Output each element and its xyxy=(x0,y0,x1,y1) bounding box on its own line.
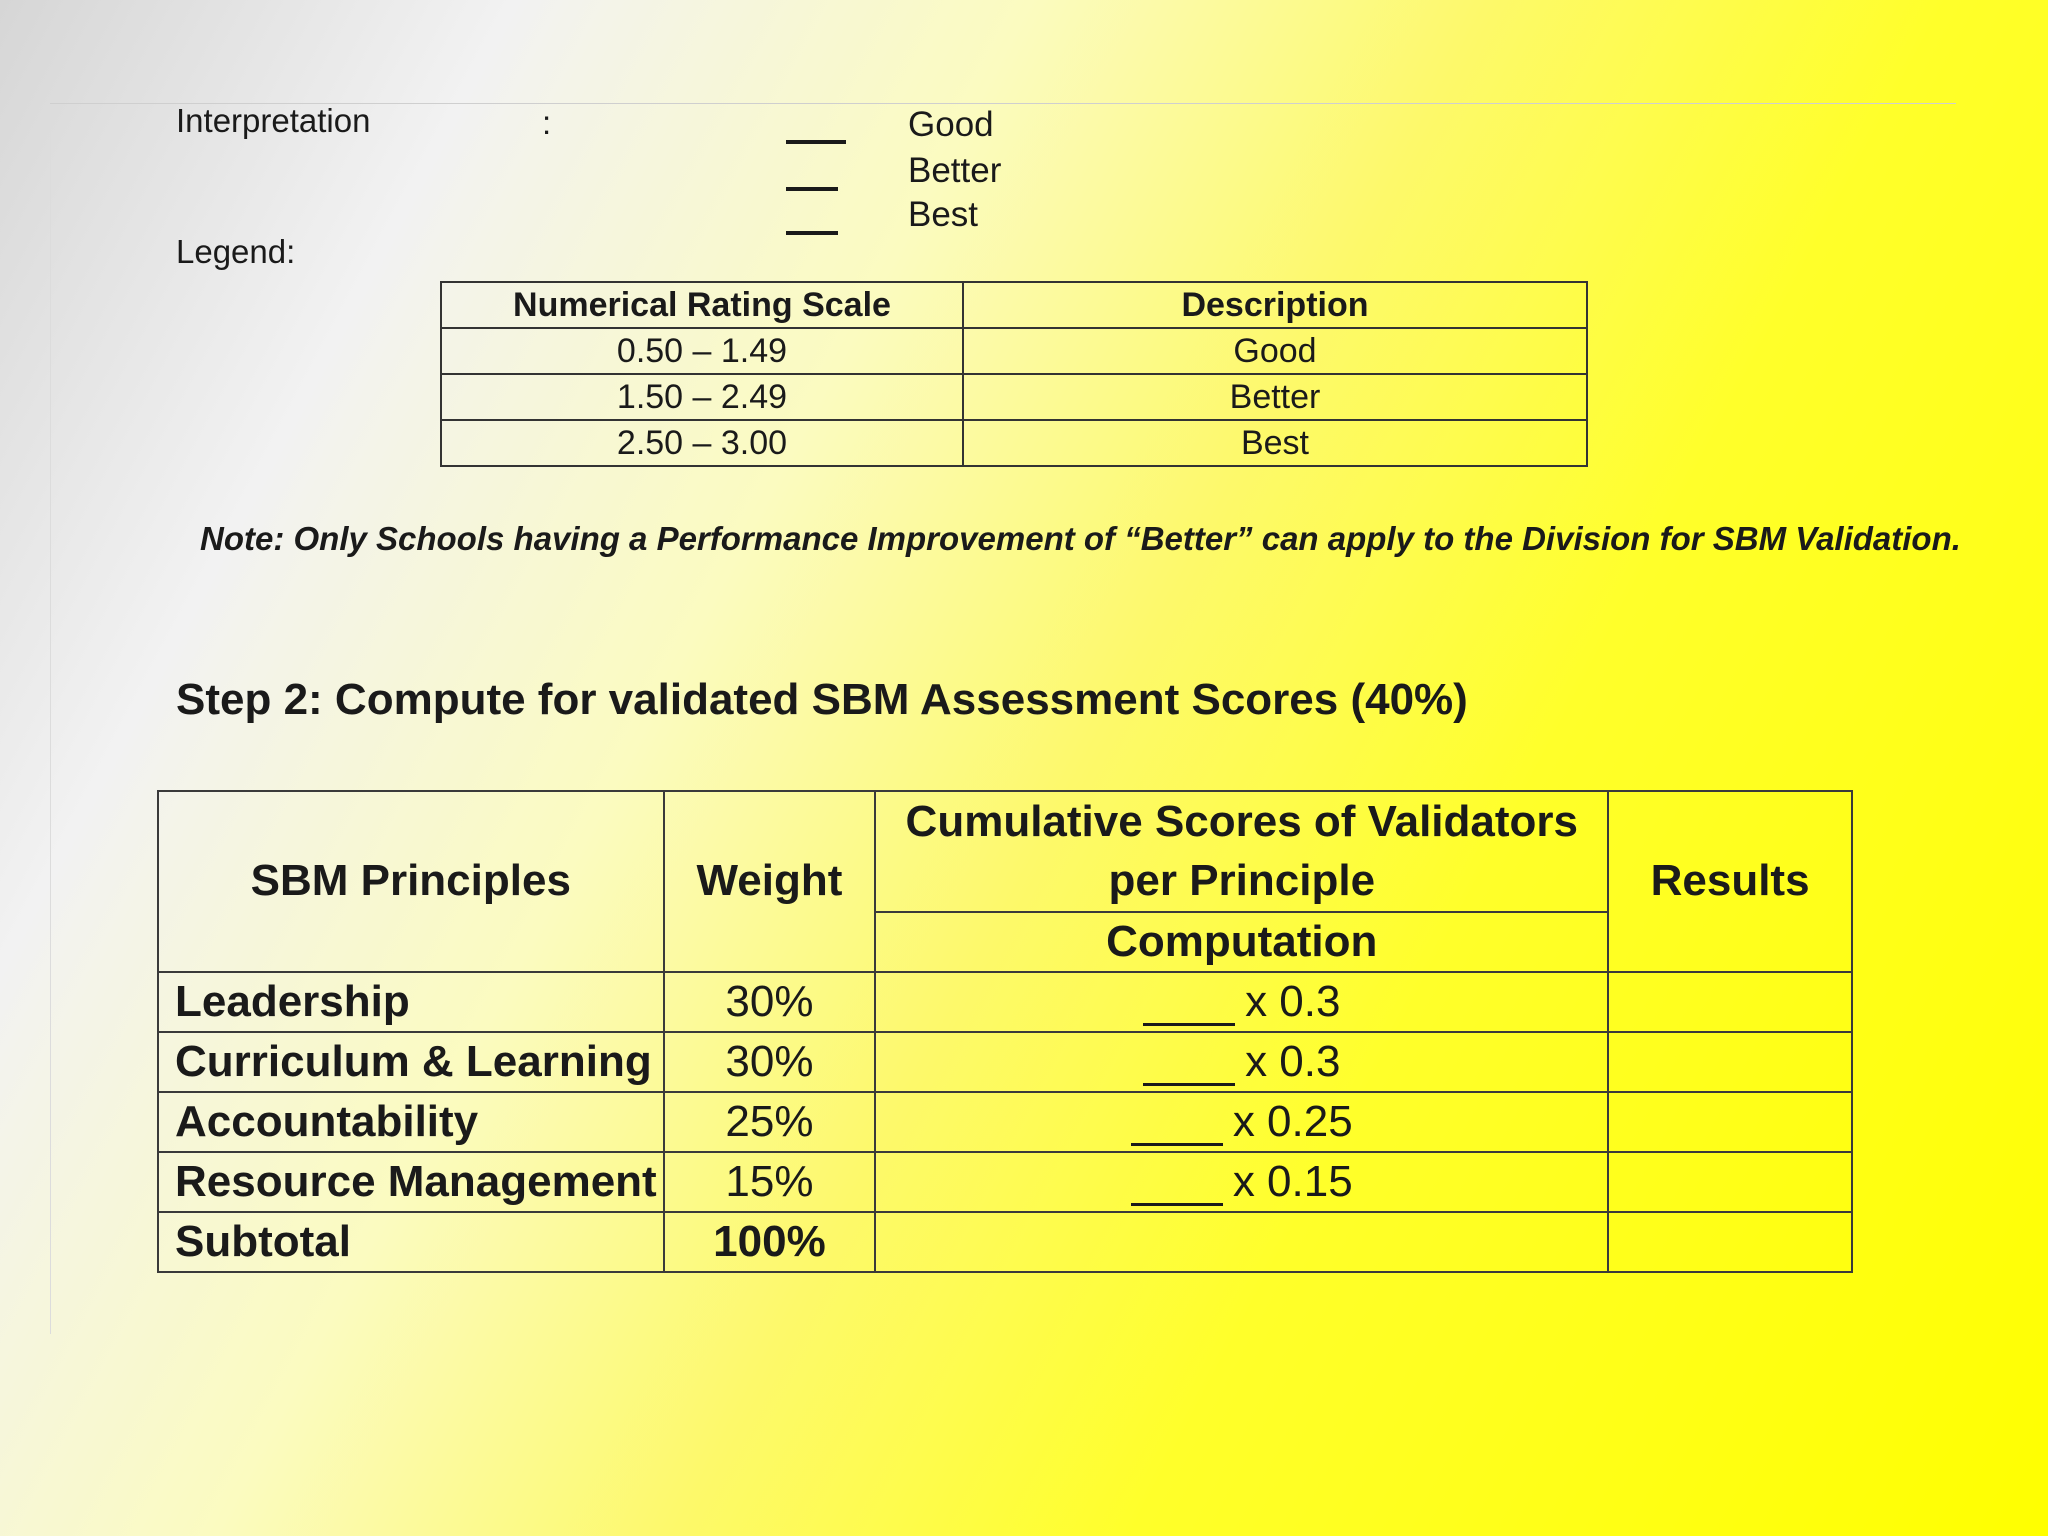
score-blank[interactable] xyxy=(1143,1083,1235,1086)
legend-header-row xyxy=(441,282,1587,328)
multiplier-text: x 0.3 xyxy=(1245,1036,1341,1086)
legend-scale-cell: 1.50 – 2.49 xyxy=(441,374,963,420)
computation-cell xyxy=(875,1032,1608,1092)
table-row xyxy=(158,1032,1852,1092)
header-cumulative-scores: Cumulative Scores of Validators per Principle xyxy=(875,791,1608,912)
legend-header-description: Description xyxy=(963,282,1587,328)
legend-row xyxy=(441,420,1587,466)
subtotal-row xyxy=(158,1212,1852,1272)
computation-cell xyxy=(875,1152,1608,1212)
left-divider xyxy=(50,104,51,1334)
interpretation-colon: : xyxy=(542,104,552,141)
principle-cell: Curriculum & Learning xyxy=(158,1032,664,1092)
score-blank[interactable] xyxy=(1143,1023,1235,1026)
computation-cell xyxy=(875,1092,1608,1152)
score-blank[interactable] xyxy=(1131,1143,1223,1146)
table-row xyxy=(158,972,1852,1032)
weight-cell: 25% xyxy=(664,1092,876,1152)
header-weight: Weight xyxy=(664,791,876,972)
weight-cell: 30% xyxy=(664,1032,876,1092)
legend-row xyxy=(441,328,1587,374)
interpretation-label: Interpretation xyxy=(176,102,371,139)
legend-table xyxy=(440,281,1588,467)
option-best: Best xyxy=(908,195,979,234)
option-better: Better xyxy=(908,151,1002,190)
legend-scale-cell: 2.50 – 3.00 xyxy=(441,420,963,466)
header-sbm-principles: SBM Principles xyxy=(158,791,664,972)
legend-row xyxy=(441,374,1587,420)
main-header-row xyxy=(158,791,1852,912)
legend-label: Legend: xyxy=(176,233,296,270)
blank-good xyxy=(786,140,846,144)
header-computation: Computation xyxy=(875,912,1608,972)
legend-description-cell: Best xyxy=(963,420,1587,466)
legend-scale-cell: 0.50 – 1.49 xyxy=(441,328,963,374)
legend-description-cell: Good xyxy=(963,328,1587,374)
weight-cell: 15% xyxy=(664,1152,876,1212)
result-cell[interactable] xyxy=(1608,972,1852,1032)
table-row xyxy=(158,1092,1852,1152)
principle-cell: Leadership xyxy=(158,972,664,1032)
subtotal-computation-cell xyxy=(875,1212,1608,1272)
legend-header-scale: Numerical Rating Scale xyxy=(441,282,963,328)
subtotal-weight: 100% xyxy=(664,1212,876,1272)
computation-cell xyxy=(875,972,1608,1032)
table-row xyxy=(158,1152,1852,1212)
step2-title: Step 2: Compute for validated SBM Assessment Scores (40%) xyxy=(176,675,1468,724)
legend-description-cell: Better xyxy=(963,374,1587,420)
score-blank[interactable] xyxy=(1131,1203,1223,1206)
subtotal-result-cell[interactable] xyxy=(1608,1212,1852,1272)
multiplier-text: x 0.15 xyxy=(1232,1156,1353,1206)
validation-note: Note: Only Schools having a Performance Improvement of “Better” can apply to the Division for SBM Validation. xyxy=(200,520,1961,557)
header-results: Results xyxy=(1608,791,1852,972)
result-cell[interactable] xyxy=(1608,1152,1852,1212)
option-good: Good xyxy=(908,105,994,144)
principle-cell: Accountability xyxy=(158,1092,664,1152)
subtotal-label: Subtotal xyxy=(158,1212,664,1272)
multiplier-text: x 0.3 xyxy=(1245,976,1341,1026)
blank-better xyxy=(786,187,838,191)
blank-best xyxy=(786,231,838,235)
sbm-scores-table xyxy=(157,790,1853,1273)
principle-cell: Resource Management xyxy=(158,1152,664,1212)
result-cell[interactable] xyxy=(1608,1032,1852,1092)
result-cell[interactable] xyxy=(1608,1092,1852,1152)
weight-cell: 30% xyxy=(664,972,876,1032)
multiplier-text: x 0.25 xyxy=(1232,1096,1353,1146)
